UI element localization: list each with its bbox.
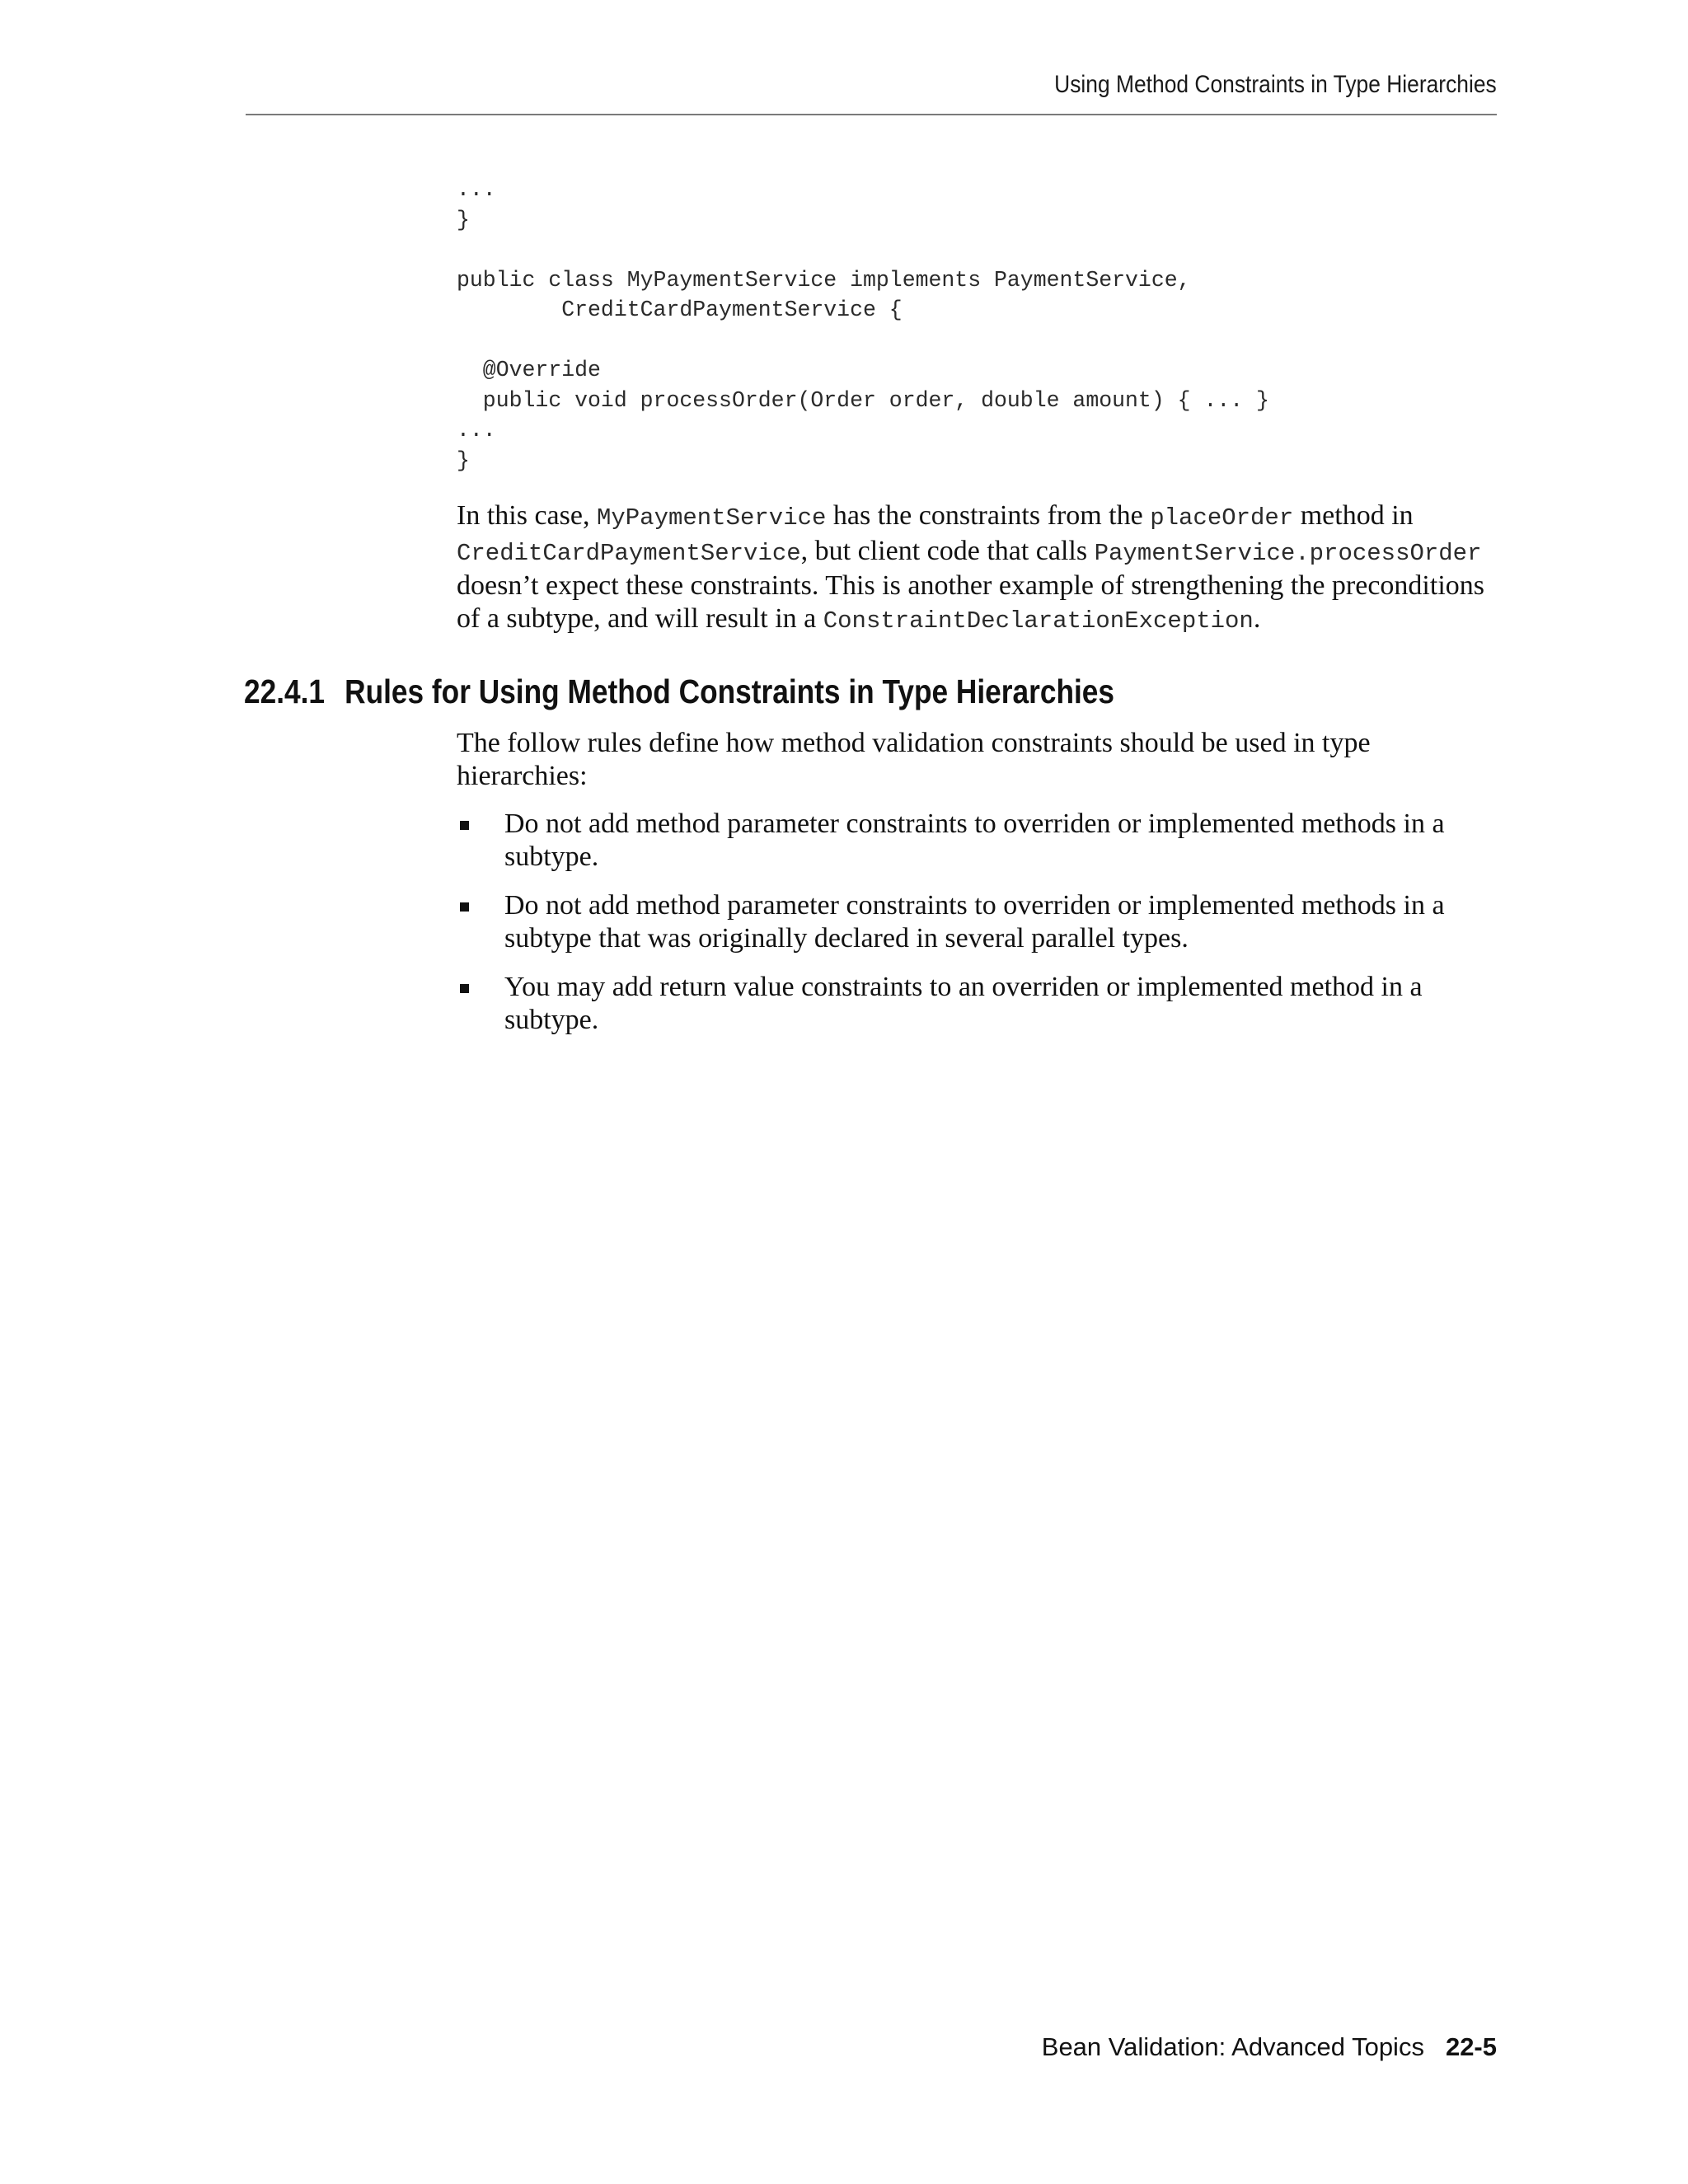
code-term-processorder: PaymentService.processOrder	[1094, 539, 1482, 567]
square-bullet-icon	[460, 821, 469, 830]
list-item	[457, 808, 1497, 873]
rules-list	[457, 808, 1497, 1052]
list-item-text: You may add return value constraints to an overriden or implemented method in a subtype.	[504, 972, 1423, 1035]
paragraph-text: .	[1253, 602, 1261, 634]
section-heading	[244, 671, 1114, 712]
footer-chapter-title: Bean Validation: Advanced Topics	[1041, 2032, 1424, 2061]
rules-intro-paragraph: The follow rules define how method validation constraints should be used in type hierarchies:	[457, 728, 1371, 791]
header-divider	[246, 114, 1497, 115]
list-item	[457, 971, 1497, 1036]
list-item-text: Do not add method parameter constraints to overriden or implemented methods in a subtype.	[504, 808, 1445, 872]
code-term-mypaymentservice: MyPaymentService	[596, 504, 827, 532]
section-number: 22.4.1	[244, 673, 326, 710]
paragraph-text: In this case,	[457, 500, 597, 531]
list-item-text: Do not add method parameter constraints to overriden or implemented methods in a subtype that was originally declared in several parallel types.	[504, 890, 1445, 954]
code-term-constraintdeclarationexception: ConstraintDeclarationException	[823, 607, 1254, 635]
paragraph-text: doesn’t expect these constraints. This is another example of strengthening the preconditions of a subtype, and will result in a	[457, 570, 1484, 634]
code-example: ... } public class MyPaymentService implements PaymentService, CreditCardPaymentService { @Override public void processOrder(Order order, double amount) { ... } ... }	[457, 177, 1269, 473]
page-number: 22-5	[1445, 2032, 1497, 2061]
square-bullet-icon	[460, 902, 469, 912]
section-title: Rules for Using Method Constraints in Type Hierarchies	[345, 673, 1115, 710]
code-term-creditcardpaymentservice: CreditCardPaymentService	[457, 539, 801, 567]
running-header-title: Using Method Constraints in Type Hierarchies	[1054, 71, 1497, 98]
list-item	[457, 889, 1497, 954]
page-footer	[1042, 2032, 1497, 2062]
square-bullet-icon	[460, 984, 469, 993]
paragraph-text: , but client code that calls	[800, 535, 1095, 566]
paragraph-text: has the constraints from the	[826, 500, 1151, 531]
explanation-paragraph	[457, 499, 1497, 637]
code-term-placeorder: placeOrder	[1150, 504, 1294, 532]
paragraph-text: method in	[1293, 500, 1414, 531]
